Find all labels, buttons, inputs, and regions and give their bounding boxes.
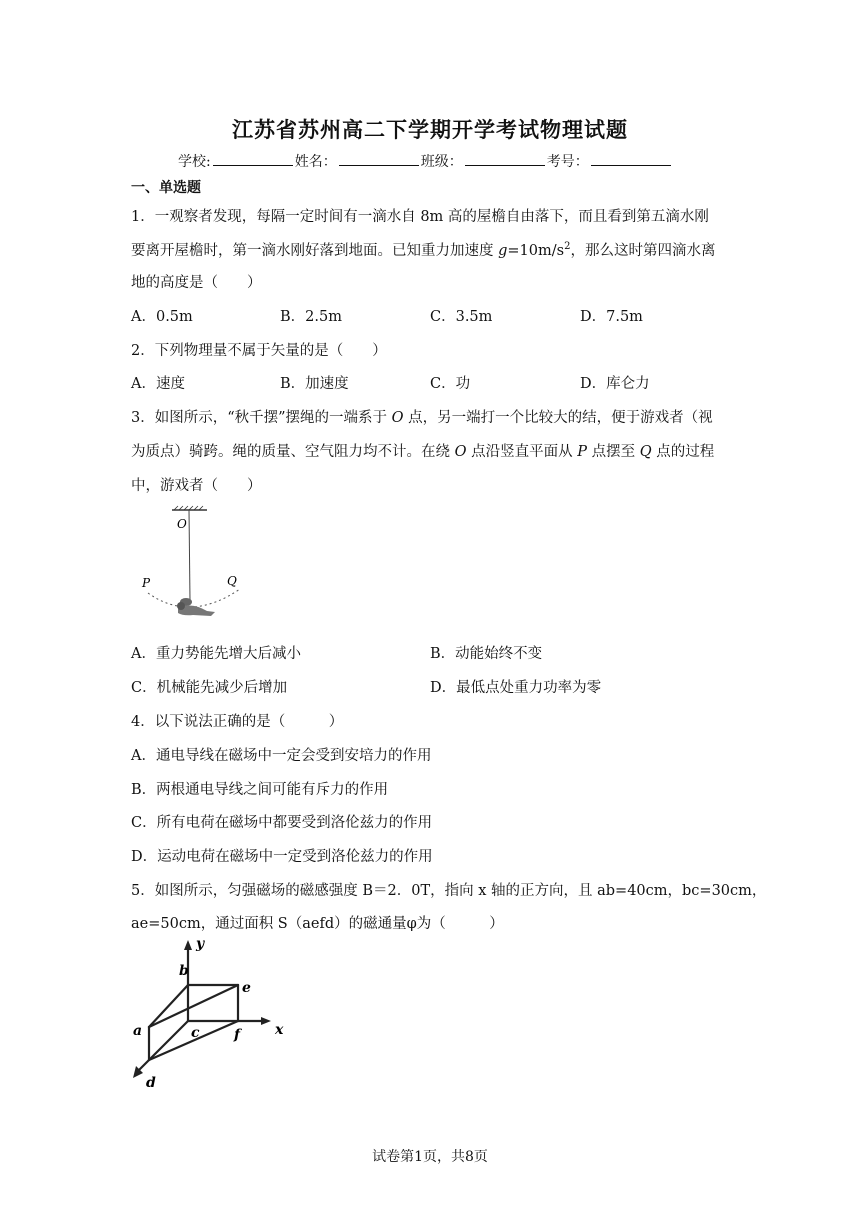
q4-option-c[interactable]: C．所有电荷在磁场中都要受到洛伦兹力的作用 bbox=[131, 815, 433, 831]
page-title: 江苏省苏州高二下学期开学考试物理试题 bbox=[232, 118, 628, 142]
y-axis-arrow bbox=[184, 940, 192, 950]
school-label: 学校: bbox=[178, 154, 211, 170]
q5-line2: ae=50cm，通过面积 S（aefd）的磁通量φ为（ ） bbox=[131, 916, 504, 932]
q1-line1: 1．一观察者发现，每隔一定时间有一滴水自 8m 高的屋檐自由落下，而且看到第五滴水刚 bbox=[131, 209, 709, 225]
label-a: a bbox=[133, 1023, 143, 1039]
q3-line2-mid: 点沿竖直平面从 bbox=[466, 444, 578, 460]
q1-line2 bbox=[131, 239, 715, 260]
q3-o-symbol: O bbox=[391, 410, 404, 426]
q3-option-b[interactable]: B．动能始终不变 bbox=[430, 646, 543, 662]
q3-line2 bbox=[131, 440, 714, 461]
section-heading: 一、单选题 bbox=[131, 180, 201, 196]
label-d: d bbox=[146, 1075, 156, 1091]
q1-g-symbol: g bbox=[498, 243, 508, 259]
q2-text: 2．下列物理量不属于矢量的是（ ） bbox=[131, 343, 387, 359]
name-blank bbox=[339, 153, 419, 166]
q1-option-b[interactable]: B．2.5m bbox=[280, 309, 342, 325]
q3-option-c[interactable]: C．机械能先减少后增加 bbox=[131, 680, 288, 696]
label-y: y bbox=[196, 936, 205, 952]
q1-superscript: 2 bbox=[564, 241, 571, 253]
swing-figure bbox=[135, 505, 255, 630]
q4-text: 4．以下说法正确的是（ ） bbox=[131, 714, 344, 730]
q4-option-a[interactable]: A．通电导线在磁场中一定会受到安培力的作用 bbox=[131, 748, 432, 764]
q1-line2-text: 要离开屋檐时，第一滴水刚好落到地面。已知重力加速度 bbox=[131, 243, 499, 259]
class-blank bbox=[465, 153, 545, 166]
point-o-label: O bbox=[177, 517, 187, 531]
page-footer: 试卷第1页，共8页 bbox=[372, 1149, 488, 1165]
q1-line2-end: ，那么这时第四滴水离 bbox=[570, 243, 716, 259]
q2-option-a[interactable]: A．速度 bbox=[131, 376, 185, 392]
prism-figure bbox=[125, 935, 300, 1095]
exam-no-label: 考号： bbox=[546, 154, 589, 170]
q4-option-d[interactable]: D．运动电荷在磁场中一定受到洛伦兹力的作用 bbox=[131, 849, 433, 865]
q3-option-a[interactable]: A．重力势能先增大后减小 bbox=[131, 646, 301, 662]
q4-option-b[interactable]: B．两根通电导线之间可能有斥力的作用 bbox=[131, 782, 389, 798]
q3-line2-mid2: 点摆至 bbox=[586, 444, 640, 460]
q3-p-symbol: P bbox=[577, 444, 587, 460]
class-label: 班级： bbox=[420, 154, 463, 170]
swing-rope bbox=[189, 510, 190, 601]
q3-line1-text: 3．如图所示，“秋千摆”摆绳的一端系于 bbox=[131, 410, 392, 426]
name-label: 姓名： bbox=[294, 154, 337, 170]
q2-option-b[interactable]: B．加速度 bbox=[280, 376, 349, 392]
label-b: b bbox=[179, 963, 189, 979]
exam-no-blank bbox=[591, 153, 671, 166]
player-figure bbox=[177, 598, 215, 616]
label-x: x bbox=[275, 1022, 284, 1038]
label-e: e bbox=[242, 980, 251, 996]
edge-ab bbox=[149, 985, 188, 1027]
q1-option-d[interactable]: D．7.5m bbox=[580, 309, 643, 325]
label-c: c bbox=[191, 1025, 200, 1041]
student-info-line bbox=[178, 151, 673, 171]
swing-arc bbox=[148, 589, 240, 607]
q5-line1: 5．如图所示，匀强磁场的磁感强度 B＝2．0T，指向 x 轴的正方向，且 ab=40cm，bc=30cm， bbox=[131, 883, 767, 899]
q1-option-a[interactable]: A．0.5m bbox=[131, 309, 193, 325]
q1-line3: 地的高度是（ ） bbox=[131, 275, 262, 291]
q3-line1 bbox=[131, 406, 713, 427]
x-axis-arrow bbox=[261, 1017, 271, 1025]
point-q-label: Q bbox=[227, 574, 237, 588]
label-f: f bbox=[234, 1027, 241, 1043]
q1-option-c[interactable]: C．3.5m bbox=[430, 309, 493, 325]
q3-line2-end: 点的过程 bbox=[651, 444, 715, 460]
q3-q-symbol: Q bbox=[639, 444, 652, 460]
q2-option-c[interactable]: C．功 bbox=[430, 376, 471, 392]
q3-line2-text: 为质点）骑跨。绳的质量、空气阻力均不计。在绕 bbox=[131, 444, 455, 460]
q3-line1-end: 点，另一端打一个比较大的结，便于游戏者（视 bbox=[403, 410, 713, 426]
q3-o-symbol-2: O bbox=[454, 444, 467, 460]
q3-option-d[interactable]: D．最低点处重力功率为零 bbox=[430, 680, 602, 696]
q3-line3: 中，游戏者（ ） bbox=[131, 478, 262, 494]
school-blank bbox=[213, 153, 293, 166]
q1-line2-value: =10m/s bbox=[507, 243, 565, 259]
q2-option-d[interactable]: D．库仑力 bbox=[580, 376, 650, 392]
point-p-label: P bbox=[142, 576, 151, 590]
